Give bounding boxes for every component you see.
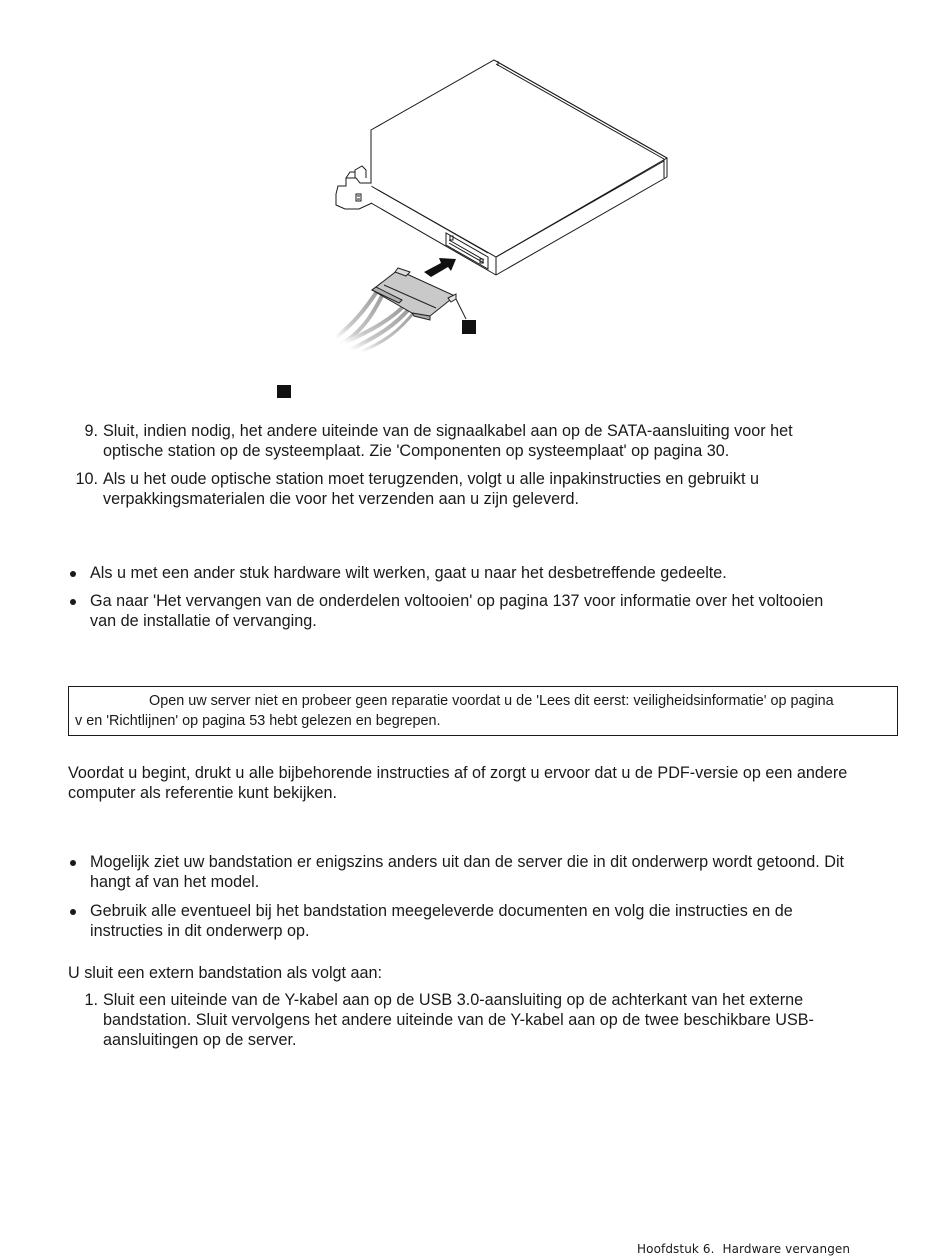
cable-connector — [372, 268, 466, 320]
callout-marker — [462, 320, 476, 334]
footer-chapter: Hoofdstuk 6 — [637, 1242, 711, 1256]
bullet-text-line: Ga naar 'Het vervangen van de onderdelen voltooien' op pagina 137 voor informatie over het voltooien — [90, 592, 824, 610]
procedure-step-1 — [68, 990, 908, 1050]
legend-marker — [277, 385, 291, 398]
optical-drive-illustration — [0, 0, 950, 410]
bullet-text-line: Mogelijk ziet uw bandstation er enigszins anders uit dan de server die in dit onderwerp wordt getoond. Dit — [90, 853, 845, 871]
procedure-intro: U sluit een extern bandstation als volgt aan: — [68, 964, 383, 982]
notice-text-line: Open uw server niet en probeer geen reparatie voordat u de 'Lees dit eerst: veiligheidsinformatie' op pagina — [149, 693, 834, 709]
note-bullet — [68, 901, 908, 941]
step-text-line: Als u het oude optische station moet terugzenden, volgt u alle inpakinstructies en gebruikt u — [103, 470, 759, 488]
step-number: 10. — [75, 470, 98, 488]
paragraph-line: Voordat u begint, drukt u alle bijbehorende instructies af of zorgt u ervoor dat u de PDF-versie op een andere — [68, 764, 848, 782]
paragraph-line: computer als referentie kunt bekijken. — [68, 784, 338, 802]
optical-drive-body — [336, 60, 667, 275]
step-10 — [68, 469, 908, 509]
bullet-text-line: Gebruik alle eventueel bij het bandstation meegeleverde documenten en volg die instructies en de — [90, 902, 793, 920]
footer-title: Hardware vervangen — [722, 1242, 851, 1256]
step-text-line: bandstation. Sluit vervolgens het andere uiteinde van de Y-kabel aan op de twee beschikbare USB- — [103, 1011, 814, 1029]
footer-separator: . — [710, 1242, 715, 1256]
step-number: 9. — [84, 422, 98, 440]
next-step-bullet — [68, 591, 908, 631]
insert-arrow-icon — [424, 258, 456, 277]
next-step-bullet — [68, 563, 908, 583]
bullet-text-line: instructies in dit onderwerp op. — [90, 922, 310, 940]
bullet-text-line: Als u met een ander stuk hardware wilt werken, gaat u naar het desbetreffende gedeelte. — [90, 564, 727, 582]
step-text-line: verpakkingsmaterialen die voor het verzenden aan u zijn geleverd. — [103, 490, 580, 508]
notice-text-line: v en 'Richtlijnen' op pagina 53 hebt gelezen en begrepen. — [75, 713, 441, 729]
step-text-line: aansluitingen op de server. — [103, 1031, 297, 1049]
step-text-line: Sluit, indien nodig, het andere uiteinde van de signaalkabel aan op de SATA-aansluiting voor het — [103, 422, 793, 440]
bullet-text-line: van de installatie of vervanging. — [90, 612, 317, 630]
note-bullet — [68, 852, 908, 892]
intro-paragraph — [68, 763, 908, 803]
bullet-text-line: hangt af van het model. — [90, 873, 260, 891]
step-number: 1. — [84, 991, 98, 1009]
step-text-line: Sluit een uiteinde van de Y-kabel aan op de USB 3.0-aansluiting op de achterkant van het externe — [103, 991, 804, 1009]
step-text-line: optische station op de systeemplaat. Zie 'Componenten op systeemplaat' op pagina 30. — [103, 442, 730, 460]
safety-notice-box — [68, 686, 898, 736]
step-9 — [68, 421, 908, 461]
page-footer — [637, 1241, 850, 1257]
